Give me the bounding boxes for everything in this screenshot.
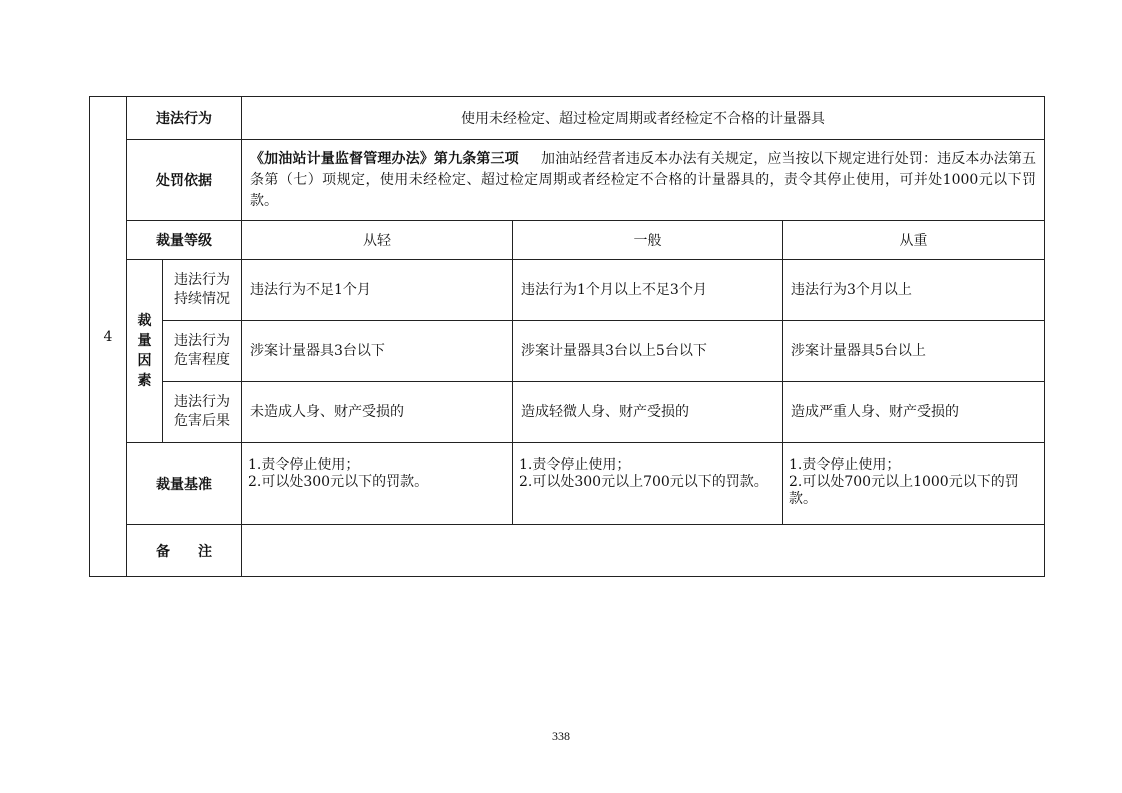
row-factor-duration xyxy=(90,260,1045,321)
remarks-text xyxy=(242,525,1045,577)
basis-cell xyxy=(242,140,1045,221)
basis-citation: 《加油站计量监督管理办法》第九条第三项 xyxy=(250,150,519,167)
factors-char-1: 裁 xyxy=(137,313,152,329)
factors-char-3: 因 xyxy=(137,353,152,369)
row-remarks xyxy=(90,525,1045,577)
row-factor-severity xyxy=(90,321,1045,382)
item-number-cell xyxy=(90,97,127,577)
factors-char-4: 素 xyxy=(137,373,152,389)
factor-label xyxy=(163,260,242,321)
factors-char-2: 量 xyxy=(137,333,152,349)
standard-line: 2.可以处300元以下的罚款。 xyxy=(248,474,429,490)
factor-normal: 造成轻微人身、财产受损的 xyxy=(513,382,783,443)
discretion-table xyxy=(89,96,1045,577)
basis-text: 加油站经营者违反本办法有关规定，应当按以下规定进行处罚：违反本办法第五条第（七）项规定，使用未经检定、超过检定周期或者经检定不合格的计量器具的，责令其停止使用，可并处1000元以下罚款。 xyxy=(250,150,1037,209)
level-normal: 一般 xyxy=(513,221,783,260)
factor-heavy: 涉案计量器具5台以上 xyxy=(783,321,1045,382)
factor-label-line1: 违法行为 xyxy=(174,272,230,288)
factors-group-label xyxy=(127,260,163,443)
factor-light: 涉案计量器具3台以下 xyxy=(242,321,513,382)
factor-label-line1: 违法行为 xyxy=(174,394,230,410)
standard-light xyxy=(242,443,513,525)
factor-label-line2: 危害程度 xyxy=(174,352,230,368)
factor-label xyxy=(163,382,242,443)
level-heavy: 从重 xyxy=(783,221,1045,260)
factor-light: 未造成人身、财产受损的 xyxy=(242,382,513,443)
factor-normal: 违法行为1个月以上不足3个月 xyxy=(513,260,783,321)
factor-normal: 涉案计量器具3台以上5台以下 xyxy=(513,321,783,382)
factor-label xyxy=(163,321,242,382)
standard-label: 裁量基准 xyxy=(127,443,242,525)
page-number: 338 xyxy=(552,729,570,743)
basis-label: 处罚依据 xyxy=(127,140,242,221)
standard-line: 1.责令停止使用； xyxy=(789,457,901,473)
standard-line: 2.可以处300元以上700元以下的罚款。 xyxy=(519,474,768,490)
standard-line: 2.可以处700元以上1000元以下的罚款。 xyxy=(789,474,1019,507)
remarks-label: 备 注 xyxy=(127,525,242,577)
row-violation xyxy=(90,97,1045,140)
factor-label-line1: 违法行为 xyxy=(174,333,230,349)
row-standard xyxy=(90,443,1045,525)
row-basis xyxy=(90,140,1045,221)
factor-label-line2: 持续情况 xyxy=(174,291,230,307)
violation-label: 违法行为 xyxy=(127,97,242,140)
row-levels xyxy=(90,221,1045,260)
factor-heavy: 造成严重人身、财产受损的 xyxy=(783,382,1045,443)
levels-label: 裁量等级 xyxy=(127,221,242,260)
standard-line: 1.责令停止使用； xyxy=(248,457,360,473)
row-factor-consequence xyxy=(90,382,1045,443)
standard-heavy xyxy=(783,443,1045,525)
factor-heavy: 违法行为3个月以上 xyxy=(783,260,1045,321)
standard-line: 1.责令停止使用； xyxy=(519,457,631,473)
factor-label-line2: 危害后果 xyxy=(174,413,230,429)
factor-light: 违法行为不足1个月 xyxy=(242,260,513,321)
violation-text: 使用未经检定、超过检定周期或者经检定不合格的计量器具 xyxy=(242,97,1045,140)
item-number: 4 xyxy=(103,328,113,345)
level-light: 从轻 xyxy=(242,221,513,260)
standard-normal xyxy=(513,443,783,525)
